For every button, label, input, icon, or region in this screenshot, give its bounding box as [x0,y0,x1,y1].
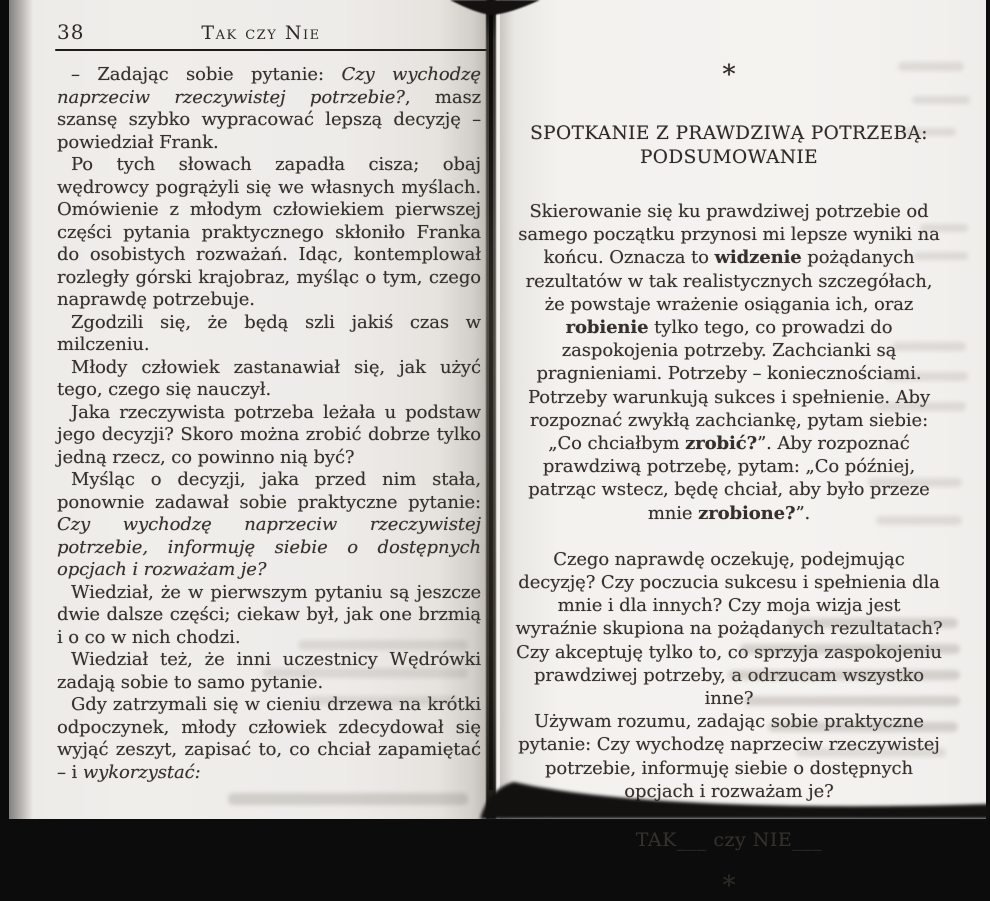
scan-right-edge [986,0,990,819]
left-page-header [8,20,490,46]
section-separator-bottom: * [722,871,736,901]
summary-heading [514,122,944,170]
paragraph: Po tych słowach zapadła cisza; obaj wędrowcy pogrążyli się we własnych myślach. Omówienie z młodym człowiekiem pierwszej części pytania praktycznego skłoniło Franka do osobistych rozważań. Idąc, kontemplował rozległy górski krajobraz, myśląc o tym, czego naprawdę potrzebuje. [57,154,481,310]
section-separator-top: * [722,60,736,90]
bleed-through-smudge [228,793,468,805]
paragraph: Wiedział też, że inni uczestnicy Wędrówki zadają sobie to samo pytanie. [57,649,481,693]
paragraph: Czego naprawdę oczekuję, podejmując decyzję? Czy poczucia sukcesu i spełnienia dla mnie i dla innych? Czy moja wizja jest wyraźnie skupiona na pożądanych rezultatach? Czy akceptuję tylko to, co sprzyja zaspokojeniu prawdziwej potrzeby, a odrzucam wszystko inne? [515,548,943,710]
running-header: Tak czy Nie [201,22,321,44]
page-bottom-shadow [460,764,990,819]
paragraph: Skierowanie się ku prawdziwej potrzebie od samego początku przynosi mi lepsze wyniki na końcu. Oznacza to widzenie pożądanych rezultatów w tak realistycznych szczegółach, że powstaje wrażenie osiągania ich, oraz robienie tylko tego, co prowadzi do zaspokojenia potrzeby. Zachcianki są pragnieniami. Potrzeby – koniecznościami. Potrzeby warunkują sukces i spełnienie. Aby rozpoznać zwykłą zachciankę, pytam siebie: „Co chciałbym zrobić?”. Aby rozpoznać prawdziwą potrzebę, pytam: „Co później, patrząc wstecz, będę chciał, aby było przeze mnie zrobione?”. [518,201,940,524]
paragraph: Wiedział, że w pierwszym pytaniu są jeszcze dwie dalsze części; ciekaw był, jak one brzmią i o co w nich chodzi. [57,581,481,648]
scan-left-edge [0,0,9,819]
bleed-through-smudge [728,670,960,680]
bleed-through-smudge [886,372,968,381]
bleed-through-smudge [796,748,946,757]
bleed-through-smudge [788,618,958,628]
bleed-through-smudge [298,640,468,650]
bleed-through-smudge [740,644,960,654]
left-page [8,0,490,819]
paragraph: Zgodzili się, że będą szli jakiś czas w milczeniu. [57,311,481,355]
bleed-through-smudge [898,62,964,71]
right-page [500,0,986,901]
bleed-through-smudge [920,224,968,232]
bleed-through-smudge [868,478,962,487]
bleed-through-smudge [744,696,960,706]
scan-left-edge-fade [9,0,33,819]
paragraph: Młody człowiek zastanawiał się, jak użyć tego, czego się nauczył. [57,356,481,400]
bleed-through-smudge [892,342,966,351]
paragraph: Myśląc o decyzji, jaka przed nim stała, ponownie zadawał sobie praktyczne pytanie: Czy wychodzę naprzeciw rzeczywistej potrzebie, informuję siebie o dostępnych opcjach i rozważam je? [57,469,481,580]
paragraph: – Zadając sobie pytanie: Czy wychodzę naprzeciw rzeczywistej potrzebie?, masz szansę szybko wypracować lepszą decyzję – powiedział Frank. [57,64,481,153]
header-rule [55,49,491,51]
page-number: 38 [57,20,85,44]
bleed-through-smudge [876,516,962,525]
bleed-through-smudge [914,252,968,260]
right-page-text [514,200,944,803]
paragraph: Gdy zatrzymali się w cieniu drzewa na krótki odpoczynek, młody człowiek zdecydował się wyjąć zeszyt, zapisać to, co chciał zapamiętać – i wykorzystać: [57,694,481,783]
book-gutter-line [489,0,493,790]
gutter-top-wedge [440,0,550,20]
summary-heading-line1: SPOTKANIE Z PRAWDZIWĄ POTRZEBĄ: [530,123,928,144]
bleed-through-smudge [904,128,956,136]
yes-no-line: TAK___ czy NIE___ [635,829,823,852]
summary-heading-line2: PODSUMOWANIE [639,147,819,168]
paragraph: Jaka rzeczywista potrzeba leżała u podstaw jego decyzji? Skoro można zrobić dobrze tylko jedną rzecz, co powinno nią być? [57,401,481,468]
paragraph: Używam rozumu, zadając sobie praktyczne pytanie: Czy wychodzę naprzeciw rzeczywistej potrzebie, informuję siebie o dostępnych opcjach i rozważam je? [518,711,940,802]
bleed-through-smudge [768,722,958,732]
bleed-through-smudge [263,668,468,678]
bleed-through-smudge [912,96,970,104]
bleed-through-smudge [308,696,458,705]
bleed-through-smudge [878,402,966,411]
